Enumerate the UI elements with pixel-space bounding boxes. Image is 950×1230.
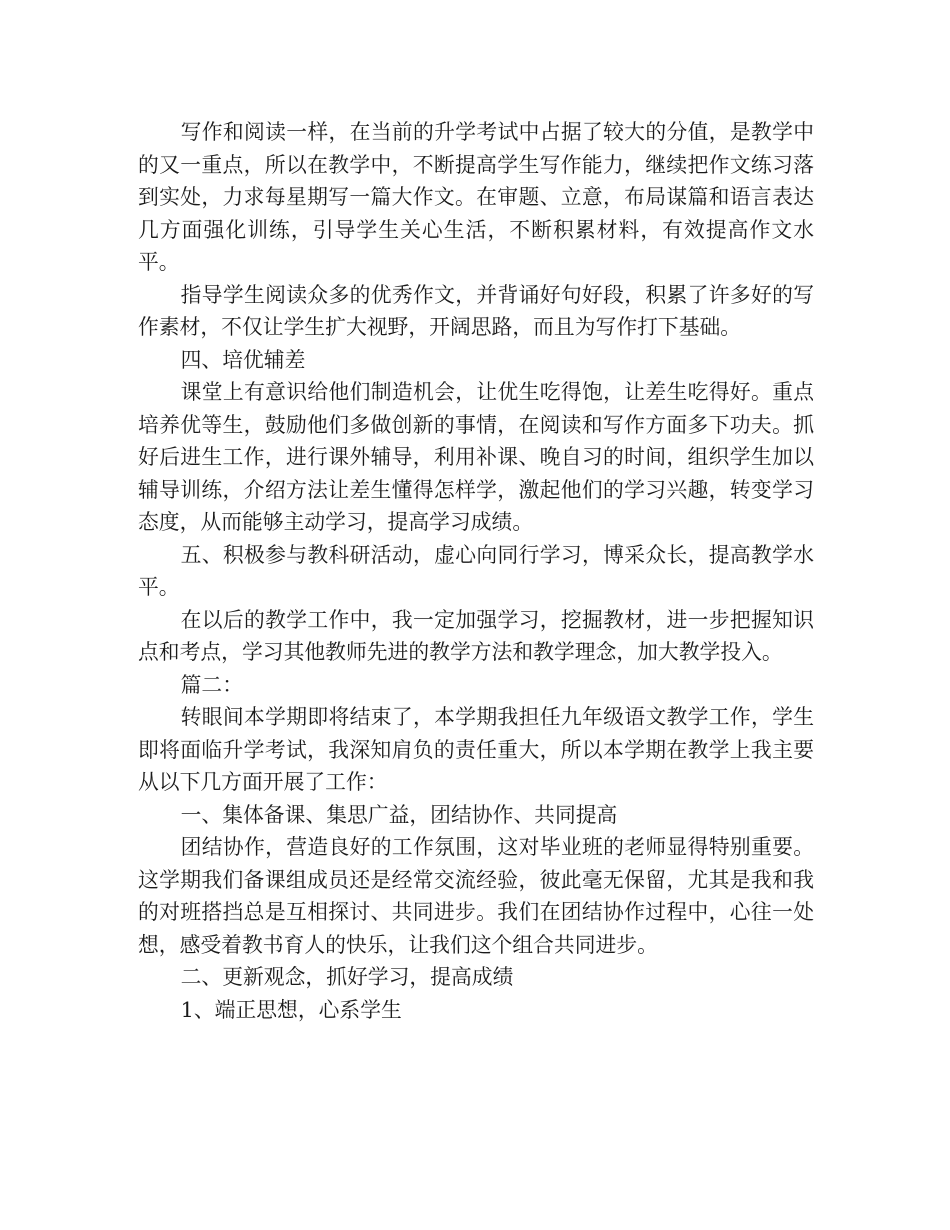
paragraph-writing-training: 写作和阅读一样，在当前的升学考试中占据了较大的分值，是教学中的又一重点，所以在教学中，不断提高学生写作能力，继续把作文练习落到实处，力求每星期写一篇大作文。在审题、立意，布局谋篇和语言表达几方面强化训练，引导学生关心生活，不断积累材料，有效提高作文水平。 — [138, 120, 814, 274]
part-two-heading: 篇二： — [180, 672, 244, 697]
section-heading-5: 五、积极参与教科研活动，虚心向同行学习，博采众长，提高教学水平。 — [138, 542, 814, 599]
subsection-heading-1: 1、端正思想，心系学生 — [180, 997, 402, 1022]
section-heading-2: 二、更新观念，抓好学习，提高成绩 — [180, 965, 514, 989]
document-page — [138, 116, 814, 1026]
section-heading-1: 一、集体备课、集思广益，团结协作、共同提高 — [180, 802, 618, 827]
paragraph-semester-intro: 转眼间本学期即将结束了，本学期我担任九年级语文教学工作，学生即将面临升学考试，我深知肩负的责任重大，所以本学期在教学上我主要从以下几方面开展了工作： — [138, 705, 814, 794]
section-heading-4: 四、培优辅差 — [180, 347, 306, 372]
paragraph-top-and-weak-students: 课堂上有意识给他们制造机会，让优生吃得饱，让差生吃得好。重点培养优等生，鼓励他们多做创新的事情，在阅读和写作方面多下功夫。抓好后进生工作，进行课外辅导，利用补课、晚自习的时间，组织学生加以辅导训练，介绍方法让差生懂得怎样学，激起他们的学习兴趣，转变学习态度，从而能够主动学习，提高学习成绩。 — [138, 380, 814, 534]
paragraph-future-teaching: 在以后的教学工作中，我一定加强学习，挖掘教材，进一步把握知识点和考点，学习其他教师先进的教学方法和教学理念，加大教学投入。 — [138, 607, 814, 664]
paragraph-reading-excellent-essays: 指导学生阅读众多的优秀作文，并背诵好句好段，积累了许多好的写作素材，不仅让学生扩大视野，开阔思路，而且为写作打下基础。 — [138, 282, 814, 339]
paragraph-teamwork: 团结协作，营造良好的工作氛围，这对毕业班的老师显得特别重要。这学期我们备课组成员还是经常交流经验，彼此毫无保留，尤其是我和我的对班搭挡总是互相探讨、共同进步。我们在团结协作过程中，心往一处想，感受着教书育人的快乐，让我们这个组合共同进步。 — [138, 835, 814, 957]
